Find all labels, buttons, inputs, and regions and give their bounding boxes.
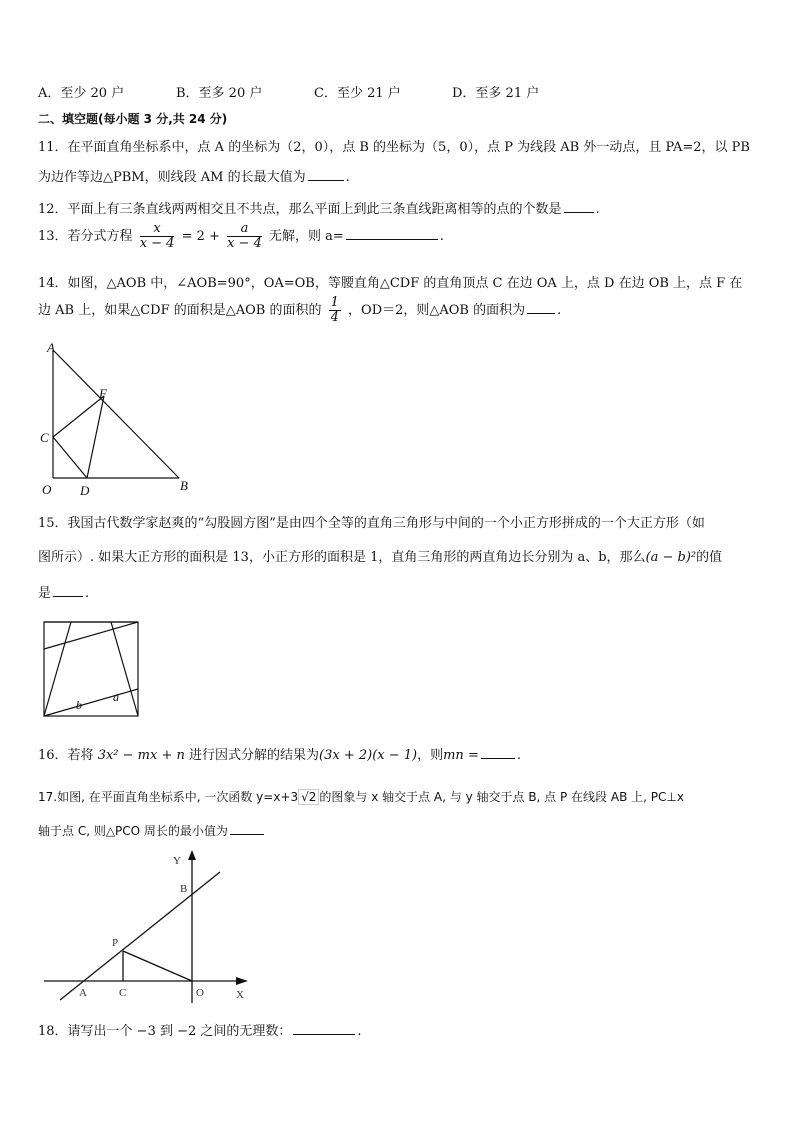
q17-line1b: 的图象与 x 轴交于点 A, 与 y 轴交于点 B, 点 P 在线段 AB 上, PC⊥x [319, 790, 684, 804]
q11-answer-blank[interactable] [308, 168, 344, 181]
q14-label-a: A [47, 340, 55, 355]
q11-line2 [38, 166, 350, 185]
q15-line1: 15．我国古代数学家赵爽的“勾股圆方图”是由四个全等的直角三角形与中间的一个小正方形拼成的一个大正方形（如 [38, 516, 705, 531]
q17-line2-text: 轴于点 C, 则△PCO 周长的最小值为 [38, 824, 228, 838]
q13-fraction-2 [227, 222, 262, 251]
q11-period: . [345, 170, 350, 185]
q13-mid: = 2 + [181, 229, 220, 244]
q16-period: . [516, 748, 521, 763]
q14-edge-ab [53, 350, 179, 478]
q17-label-x: X [236, 989, 244, 1001]
q15-square-figure [42, 620, 140, 718]
q14-frac-numerator: 1 [330, 295, 339, 310]
q15-line2 [38, 546, 722, 565]
q16-answer-blank[interactable] [481, 746, 515, 759]
q17-label-p: P [112, 937, 119, 949]
q12-period: . [595, 202, 600, 217]
q14-fraction [329, 296, 341, 325]
q14-label-o: O [42, 482, 52, 497]
q17-label-c: C [119, 987, 127, 999]
option-a: A．至少 20 户 [38, 86, 125, 101]
q17-label-a: A [79, 987, 87, 999]
q17-x-arrow-icon [236, 977, 248, 985]
q15-answer-blank[interactable] [53, 584, 83, 597]
q17-label-y: Y [173, 855, 181, 867]
q15-line3-text: 是 [38, 586, 52, 601]
q13-prefix: 13．若分式方程 [38, 229, 133, 244]
option-d: D．至多 21 户 [452, 86, 540, 101]
q13-line [38, 222, 444, 251]
q13-period: . [439, 229, 444, 244]
q14-edge-cd [53, 437, 87, 478]
q17-y-arrow-icon [188, 850, 196, 860]
q13-frac1-numerator: x [140, 222, 175, 237]
q13-suffix: 无解，则 a= [268, 229, 344, 244]
q15-period: . [85, 586, 90, 601]
q16-mid: 进行因式分解的结果为 [189, 748, 320, 763]
q15-line2c: 的值 [696, 550, 723, 565]
q18-period: . [357, 1024, 362, 1039]
q15-label-b: b [76, 698, 82, 712]
q14-label-b: B [180, 478, 188, 493]
q15-label-a: a [113, 690, 119, 704]
q13-fraction-1 [140, 222, 175, 251]
option-b: B．至多 20 户 [176, 86, 263, 101]
q17-label-o: O [196, 987, 204, 999]
q14-line2 [38, 296, 561, 325]
q14-label-d: D [80, 483, 90, 498]
q15-triangle-edge-4 [44, 689, 138, 716]
q14-label-f: F [99, 386, 107, 401]
q14-line1: 14．如图，△AOB 中，∠AOB=90°，OA=OB，等腰直角△CDF 的直角顶点 C 在边 OA 上，点 D 在边 OB 上，点 F 在 [38, 276, 743, 291]
q17-segment-po [123, 951, 192, 981]
q14-line2a: 边 AB 上，如果△CDF 的面积是△AOB 的面积的 [38, 303, 322, 318]
q13-answer-blank[interactable] [346, 227, 438, 240]
q16-line [38, 744, 521, 763]
q12-text: 12．平面上有三条直线两两相交且不共点，那么平面上到此三条直线距离相等的点的个数是 [38, 202, 562, 217]
q17-line1a: 17.如图, 在平面直角坐标系中, 一次函数 y=x+3 [38, 790, 299, 804]
q14-answer-blank[interactable] [527, 301, 555, 314]
q11-line2-text: 为边作等边△PBM，则线段 AM 的长最大值为 [38, 170, 306, 185]
q13-frac2-numerator: a [227, 222, 262, 237]
q18-text: 18．请写出一个 −3 到 −2 之间的无理数： [38, 1024, 292, 1039]
q15-triangle-edge-1 [44, 622, 71, 716]
q14-line2b: ，OD＝2，则△AOB 的面积为 [348, 303, 526, 318]
q18-line [38, 1020, 362, 1039]
q16-prefix: 16．若将 [38, 748, 94, 763]
q16-suffix: ，则 [417, 748, 444, 763]
q16-mn: mn = [443, 748, 479, 763]
q17-answer-blank[interactable] [230, 822, 264, 835]
q17-coordinate-figure [40, 848, 260, 1008]
q13-frac1-denominator: x − 4 [139, 236, 175, 251]
q11-line1: 11．在平面直角坐标系中，点 A 的坐标为（2，0），点 B 的坐标为（5，0），点 P 为线段 AB 外一动点，且 PA=2，以 PB [38, 140, 750, 155]
q15-line2a: 图所示）. 如果大正方形的面积是 13，小正方形的面积是 1，直角三角形的两直角边长分别为 a、b，那么 [38, 550, 646, 565]
q14-frac-denominator: 4 [330, 310, 339, 325]
q15-triangle-edge-2 [44, 622, 138, 649]
q12-line [38, 198, 600, 217]
q17-line1 [38, 788, 684, 805]
q12-answer-blank[interactable] [564, 200, 594, 213]
q17-line2 [38, 822, 266, 839]
q16-result: (3x + 2)(x − 1) [319, 748, 418, 763]
q14-period: . [557, 303, 562, 318]
q15-line3 [38, 582, 89, 601]
q14-label-c: C [40, 430, 49, 445]
option-c: C．至少 21 户 [314, 86, 401, 101]
q17-sqrt: √2 [298, 789, 319, 805]
section-title: 二、填空题(每小题 3 分,共 24 分) [38, 112, 228, 126]
q13-frac2-denominator: x − 4 [227, 236, 262, 251]
q14-triangle-figure [34, 338, 194, 500]
q18-answer-blank[interactable] [293, 1022, 355, 1035]
q17-label-b: B [180, 883, 188, 895]
q15-expression: (a − b)² [645, 550, 697, 565]
q16-expression: 3x² − mx + n [97, 748, 185, 763]
